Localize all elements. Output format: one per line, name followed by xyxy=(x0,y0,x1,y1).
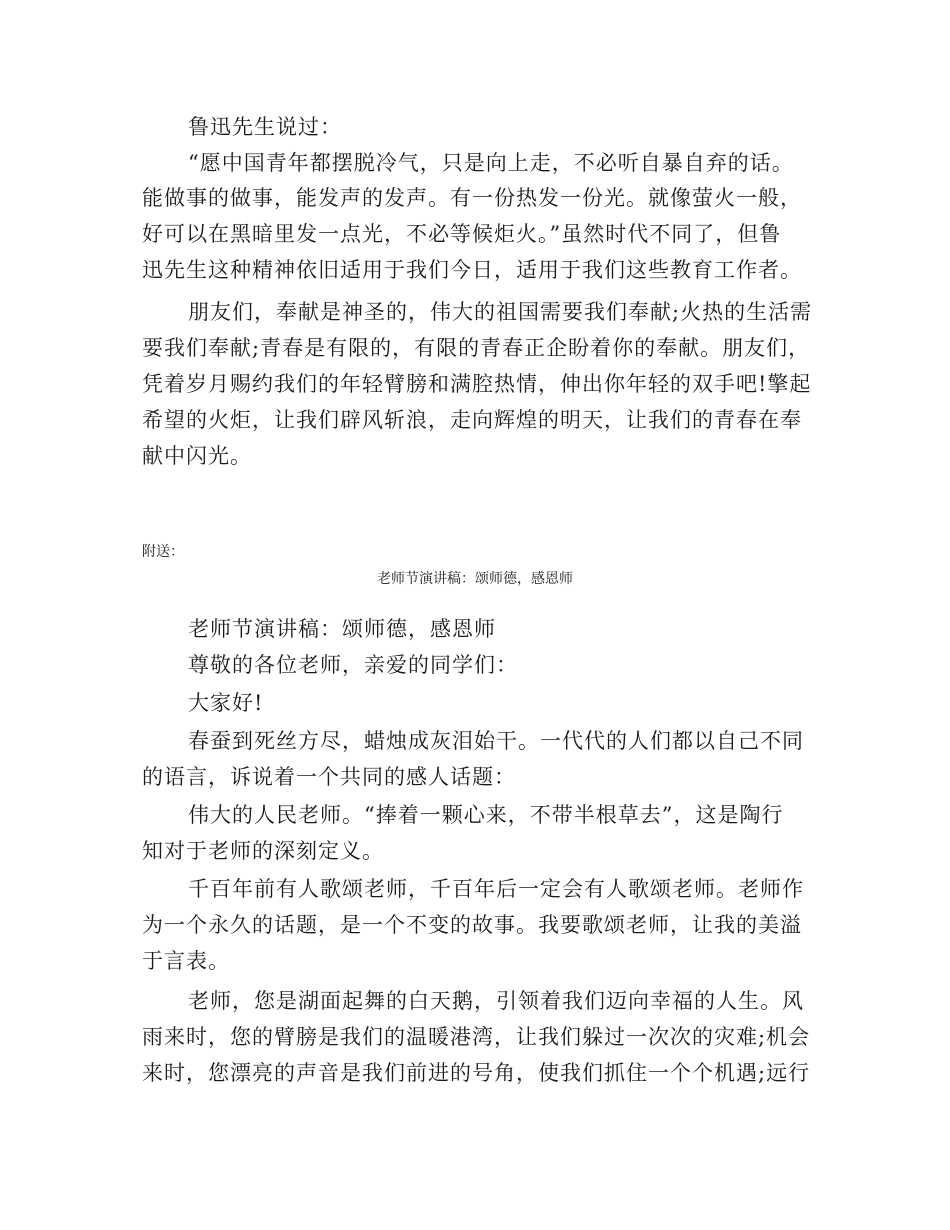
paragraph-line: 凭着岁月赐约我们的年轻臂膀和满腔热情，伸出你年轻的双手吧!擎起 xyxy=(142,372,812,396)
paragraph-line: 千百年前有人歌颂老师，千百年后一定会有人歌颂老师。老师作 xyxy=(188,877,804,901)
paragraph-line: 知对于老师的深刻定义。 xyxy=(142,839,384,863)
paragraph-line: 于言表。 xyxy=(142,949,230,973)
paragraph-line: 尊敬的各位老师，亲爱的同学们： xyxy=(188,653,518,677)
paragraph-line: 鲁迅先生说过： xyxy=(188,115,342,139)
paragraph-line: 伟大的人民老师。“捧着一颗心来，不带半根草去”，这是陶行 xyxy=(188,803,784,827)
appendix-title: 老师节演讲稿：颂师德，感恩师 xyxy=(377,571,573,587)
paragraph-line: 老师，您是湖面起舞的白天鹅，引领着我们迈向幸福的人生。风 xyxy=(188,989,804,1013)
paragraph-line: 的语言，诉说着一个共同的感人话题： xyxy=(142,765,516,789)
paragraph-line: 雨来时，您的臂膀是我们的温暖港湾，让我们躲过一次次的灾难;机会 xyxy=(142,1025,811,1049)
paragraph-line: “愿中国青年都摆脱冷气，只是向上走，不必听自暴自弃的话。 xyxy=(188,151,794,175)
paragraph-line: 来时，您漂亮的声音是我们前进的号角，使我们抓住一个个机遇;远行 xyxy=(142,1061,811,1085)
paragraph-line: 迅先生这种精神依旧适用于我们今日，适用于我们这些教育工作者。 xyxy=(142,258,802,282)
paragraph-line: 大家好! xyxy=(188,691,264,715)
paragraph-line: 为一个永久的话题，是一个不变的故事。我要歌颂老师，让我的美溢 xyxy=(142,913,802,937)
paragraph-line: 能做事的做事，能发声的发声。有一份热发一份光。就像萤火一般， xyxy=(142,186,802,210)
paragraph-line: 老师节演讲稿：颂师德，感恩师 xyxy=(188,617,496,641)
paragraph-line: 朋友们，奉献是神圣的，伟大的祖国需要我们奉献;火热的生活需 xyxy=(188,300,813,324)
paragraph-line: 要我们奉献;青春是有限的，有限的青春正企盼着你的奉献。朋友们， xyxy=(142,336,811,360)
paragraph-line: 春蚕到死丝方尽，蜡烛成灰泪始干。一代代的人们都以自己不同 xyxy=(188,729,804,753)
paragraph-line: 好可以在黑暗里发一点光，不必等候炬火。”虽然时代不同了，但鲁 xyxy=(142,222,782,246)
appendix-label: 附送： xyxy=(142,544,184,560)
paragraph-line: 希望的火炬，让我们辟风斩浪，走向辉煌的明天，让我们的青春在奉 xyxy=(142,408,802,432)
paragraph-line: 献中闪光。 xyxy=(142,444,252,468)
